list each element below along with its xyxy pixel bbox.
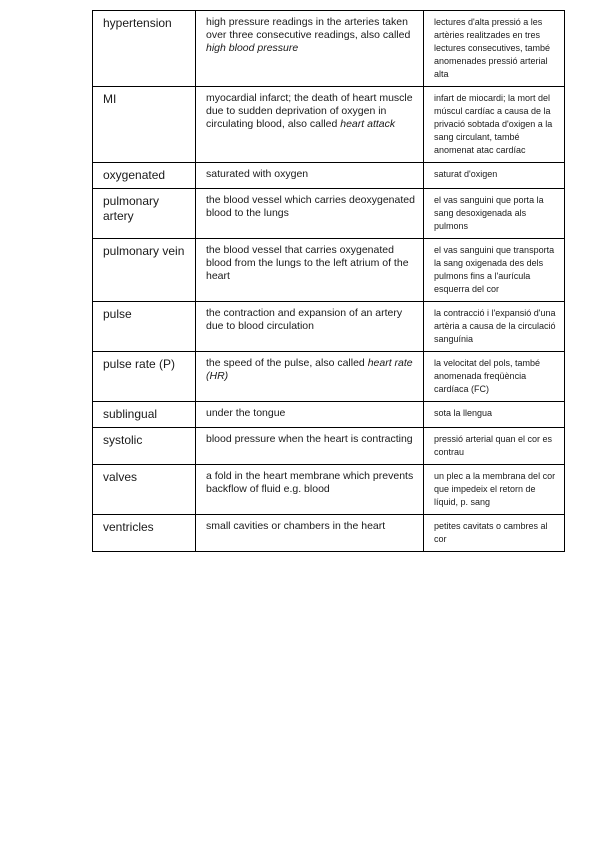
- glossary-row: [93, 11, 565, 87]
- definition-cell: [196, 163, 424, 189]
- definition-cell: [196, 465, 424, 515]
- term-cell: hypertension: [93, 11, 196, 87]
- glossary-row: [93, 402, 565, 428]
- catalan-translation-cell: infart de miocardi; la mort del múscul cardíac a causa de la privació sobtada d'oxigen a la sang circulant, també anomenat atac cardíac: [424, 87, 565, 163]
- term-cell: systolic: [93, 428, 196, 465]
- definition-text: saturated with oxygen: [206, 168, 309, 180]
- catalan-translation-cell: el vas sanguini que transporta la sang oxigenada des dels pulmons fins a l'aurícula esquerra del cor: [424, 239, 565, 302]
- definition-cell: [196, 87, 424, 163]
- definition-italic-text: high blood pressure: [206, 42, 299, 54]
- catalan-translation-cell: un plec a la membrana del cor que impedeix el retorn de líquid, p. sang: [424, 465, 565, 515]
- definition-text: a fold in the heart membrane which prevents backflow of fluid e.g. blood: [206, 470, 414, 495]
- definition-text: high pressure readings in the arteries taken over three consecutive readings, also called: [206, 16, 411, 41]
- definition-text: under the tongue: [206, 407, 286, 419]
- definition-cell: [196, 352, 424, 402]
- term-cell: pulmonary artery: [93, 189, 196, 239]
- term-cell: ventricles: [93, 515, 196, 552]
- definition-text: blood pressure when the heart is contracting: [206, 433, 413, 445]
- definition-cell: [196, 402, 424, 428]
- term-cell: oxygenated: [93, 163, 196, 189]
- catalan-translation-cell: lectures d'alta pressió a les artèries realitzades en tres lectures consecutives, també anomenades pressió arterial alta: [424, 11, 565, 87]
- definition-text: the blood vessel that carries oxygenated blood from the lungs to the left atrium of the heart: [206, 244, 409, 282]
- glossary-row: [93, 302, 565, 352]
- definition-cell: [196, 239, 424, 302]
- catalan-translation-cell: la contracció i l'expansió d'una artèria a causa de la circulació sanguínia: [424, 302, 565, 352]
- glossary-row: [93, 239, 565, 302]
- glossary-table: [92, 10, 565, 552]
- catalan-translation-cell: la velocitat del pols, també anomenada freqüència cardíaca (FC): [424, 352, 565, 402]
- definition-text: the blood vessel which carries deoxygenated blood to the lungs: [206, 194, 415, 219]
- catalan-translation-cell: sota la llengua: [424, 402, 565, 428]
- term-cell: pulmonary vein: [93, 239, 196, 302]
- definition-cell: [196, 428, 424, 465]
- glossary-row: [93, 428, 565, 465]
- term-cell: pulse rate (P): [93, 352, 196, 402]
- definition-cell: [196, 302, 424, 352]
- catalan-translation-cell: el vas sanguini que porta la sang desoxigenada als pulmons: [424, 189, 565, 239]
- definition-cell: [196, 515, 424, 552]
- term-cell: sublingual: [93, 402, 196, 428]
- glossary-row: [93, 465, 565, 515]
- definition-italic-text: heart rate (HR): [206, 357, 413, 382]
- definition-italic-text: heart attack: [340, 118, 396, 130]
- definition-text: small cavities or chambers in the heart: [206, 520, 386, 532]
- glossary-row: [93, 189, 565, 239]
- definition-cell: [196, 189, 424, 239]
- definition-text: myocardial infarct; the death of heart muscle due to sudden deprivation of oxygen in circulating blood, also called: [206, 92, 413, 130]
- definition-text: the speed of the pulse, also called: [206, 357, 368, 369]
- glossary-row: [93, 87, 565, 163]
- glossary-row: [93, 515, 565, 552]
- glossary-row: [93, 352, 565, 402]
- catalan-translation-cell: pressió arterial quan el cor es contrau: [424, 428, 565, 465]
- definition-text: the contraction and expansion of an artery due to blood circulation: [206, 307, 403, 332]
- term-cell: MI: [93, 87, 196, 163]
- term-cell: pulse: [93, 302, 196, 352]
- glossary-body: [93, 11, 565, 552]
- catalan-translation-cell: petites cavitats o cambres al cor: [424, 515, 565, 552]
- term-cell: valves: [93, 465, 196, 515]
- glossary-row: [93, 163, 565, 189]
- definition-cell: [196, 11, 424, 87]
- catalan-translation-cell: saturat d'oxigen: [424, 163, 565, 189]
